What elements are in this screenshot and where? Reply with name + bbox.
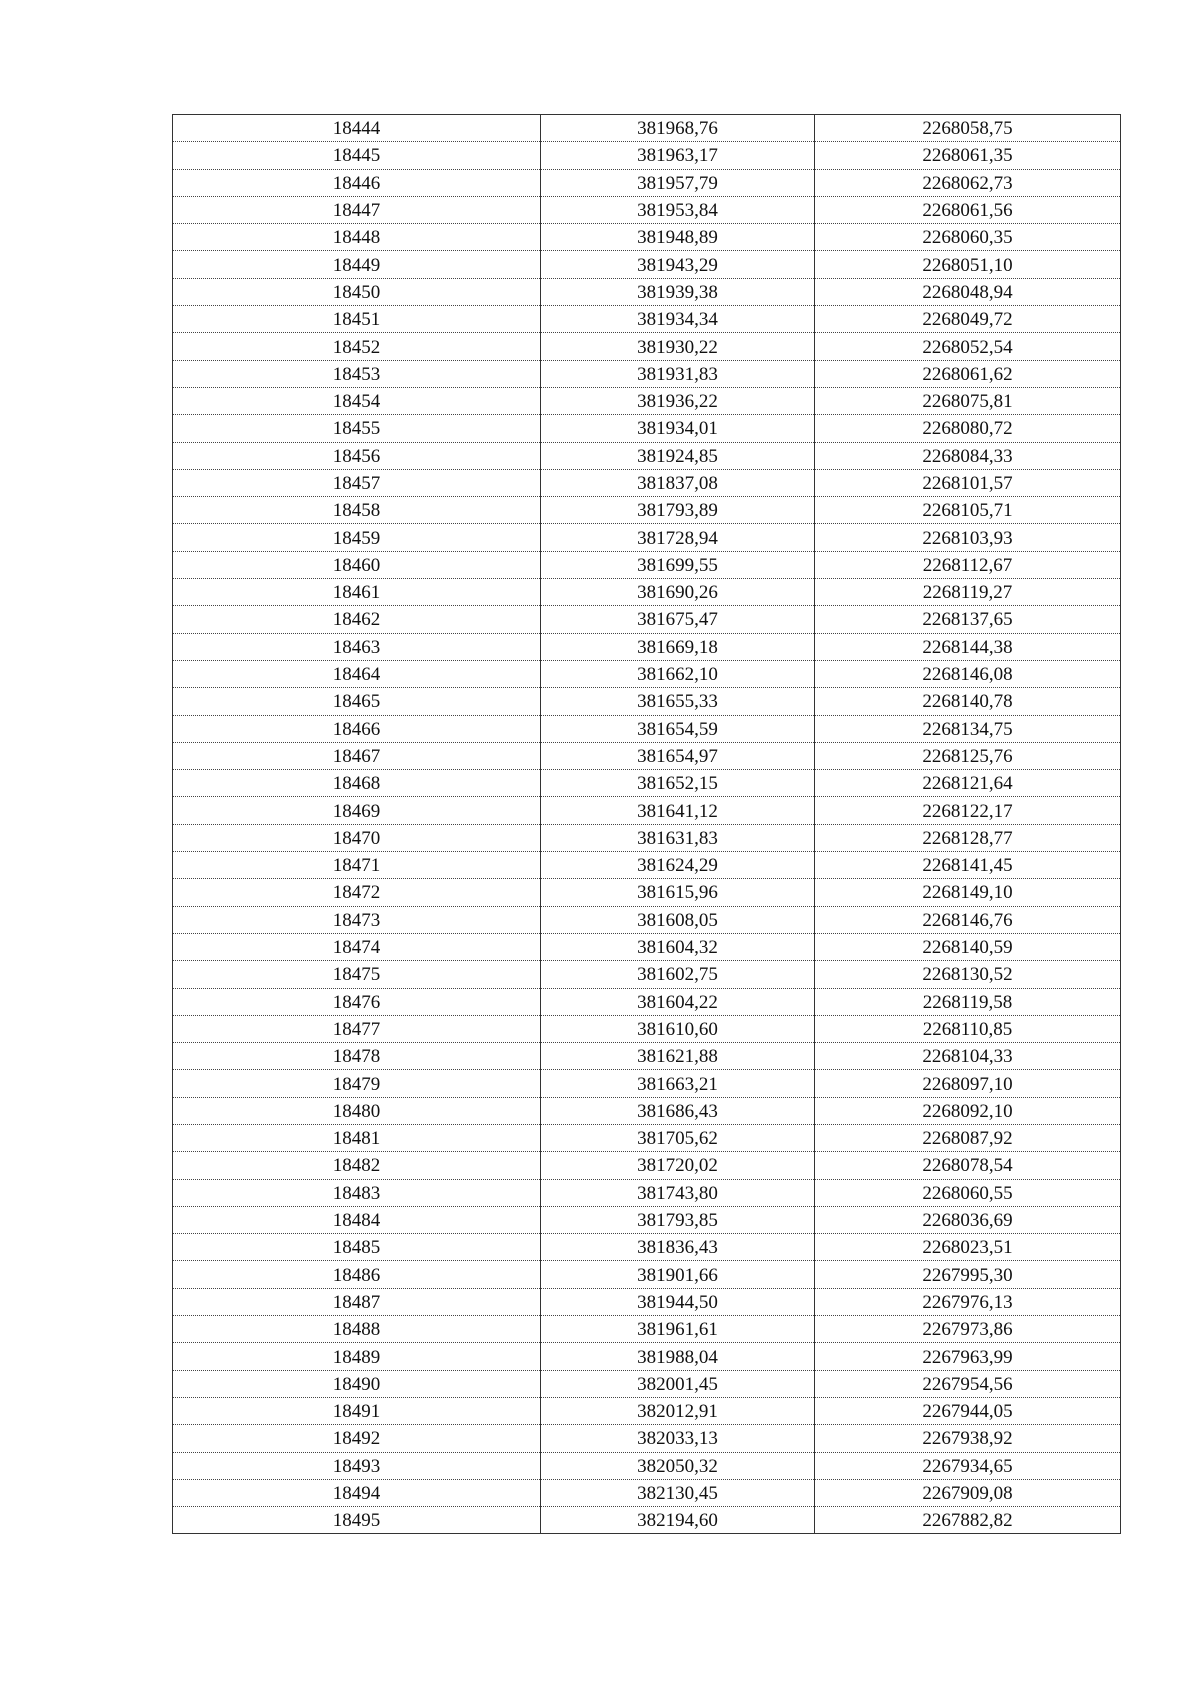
x-coordinate-cell: 381901,66 bbox=[541, 1261, 815, 1288]
x-coordinate-cell: 381948,89 bbox=[541, 224, 815, 251]
y-coordinate-cell: 2268140,78 bbox=[815, 688, 1121, 715]
y-coordinate-cell: 2268110,85 bbox=[815, 1015, 1121, 1042]
x-coordinate-cell: 381675,47 bbox=[541, 606, 815, 633]
table-row bbox=[173, 1097, 1121, 1124]
point-number-cell: 18444 bbox=[173, 115, 541, 142]
x-coordinate-cell: 381924,85 bbox=[541, 442, 815, 469]
y-coordinate-cell: 2268105,71 bbox=[815, 497, 1121, 524]
x-coordinate-cell: 381961,61 bbox=[541, 1316, 815, 1343]
y-coordinate-cell: 2268128,77 bbox=[815, 824, 1121, 851]
table-row bbox=[173, 1452, 1121, 1479]
point-number-cell: 18453 bbox=[173, 360, 541, 387]
x-coordinate-cell: 381686,43 bbox=[541, 1097, 815, 1124]
x-coordinate-cell: 381615,96 bbox=[541, 879, 815, 906]
table-row bbox=[173, 852, 1121, 879]
y-coordinate-cell: 2268125,76 bbox=[815, 742, 1121, 769]
y-coordinate-cell: 2268061,62 bbox=[815, 360, 1121, 387]
y-coordinate-cell: 2268103,93 bbox=[815, 524, 1121, 551]
y-coordinate-cell: 2268061,35 bbox=[815, 142, 1121, 169]
y-coordinate-cell: 2268137,65 bbox=[815, 606, 1121, 633]
table-row bbox=[173, 1288, 1121, 1315]
table-row bbox=[173, 497, 1121, 524]
y-coordinate-cell: 2268061,56 bbox=[815, 196, 1121, 223]
table-row bbox=[173, 1343, 1121, 1370]
table-row bbox=[173, 442, 1121, 469]
table-row bbox=[173, 196, 1121, 223]
point-number-cell: 18460 bbox=[173, 551, 541, 578]
y-coordinate-cell: 2268049,72 bbox=[815, 306, 1121, 333]
y-coordinate-cell: 2267882,82 bbox=[815, 1507, 1121, 1534]
table-row bbox=[173, 1015, 1121, 1042]
x-coordinate-cell: 381793,85 bbox=[541, 1206, 815, 1233]
point-number-cell: 18493 bbox=[173, 1452, 541, 1479]
table-row bbox=[173, 360, 1121, 387]
x-coordinate-cell: 381728,94 bbox=[541, 524, 815, 551]
x-coordinate-cell: 381631,83 bbox=[541, 824, 815, 851]
y-coordinate-cell: 2267963,99 bbox=[815, 1343, 1121, 1370]
x-coordinate-cell: 381930,22 bbox=[541, 333, 815, 360]
x-coordinate-cell: 381663,21 bbox=[541, 1070, 815, 1097]
x-coordinate-cell: 382001,45 bbox=[541, 1370, 815, 1397]
y-coordinate-cell: 2268087,92 bbox=[815, 1124, 1121, 1151]
coordinates-table bbox=[172, 114, 1121, 1534]
x-coordinate-cell: 381934,34 bbox=[541, 306, 815, 333]
point-number-cell: 18492 bbox=[173, 1425, 541, 1452]
y-coordinate-cell: 2268092,10 bbox=[815, 1097, 1121, 1124]
y-coordinate-cell: 2268122,17 bbox=[815, 797, 1121, 824]
y-coordinate-cell: 2268144,38 bbox=[815, 633, 1121, 660]
point-number-cell: 18469 bbox=[173, 797, 541, 824]
table-row bbox=[173, 1206, 1121, 1233]
table-row bbox=[173, 770, 1121, 797]
point-number-cell: 18452 bbox=[173, 333, 541, 360]
point-number-cell: 18491 bbox=[173, 1397, 541, 1424]
point-number-cell: 18494 bbox=[173, 1479, 541, 1506]
table-row bbox=[173, 1425, 1121, 1452]
table-row bbox=[173, 1070, 1121, 1097]
y-coordinate-cell: 2268080,72 bbox=[815, 415, 1121, 442]
point-number-cell: 18481 bbox=[173, 1124, 541, 1151]
table-row bbox=[173, 1043, 1121, 1070]
x-coordinate-cell: 381953,84 bbox=[541, 196, 815, 223]
point-number-cell: 18485 bbox=[173, 1234, 541, 1261]
point-number-cell: 18480 bbox=[173, 1097, 541, 1124]
point-number-cell: 18464 bbox=[173, 660, 541, 687]
table-row bbox=[173, 688, 1121, 715]
x-coordinate-cell: 381934,01 bbox=[541, 415, 815, 442]
point-number-cell: 18489 bbox=[173, 1343, 541, 1370]
point-number-cell: 18470 bbox=[173, 824, 541, 851]
coordinates-table-body bbox=[173, 115, 1121, 1534]
table-row bbox=[173, 415, 1121, 442]
y-coordinate-cell: 2268051,10 bbox=[815, 251, 1121, 278]
point-number-cell: 18487 bbox=[173, 1288, 541, 1315]
table-row bbox=[173, 469, 1121, 496]
table-row bbox=[173, 251, 1121, 278]
x-coordinate-cell: 381669,18 bbox=[541, 633, 815, 660]
y-coordinate-cell: 2268134,75 bbox=[815, 715, 1121, 742]
x-coordinate-cell: 381654,59 bbox=[541, 715, 815, 742]
x-coordinate-cell: 381699,55 bbox=[541, 551, 815, 578]
x-coordinate-cell: 381957,79 bbox=[541, 169, 815, 196]
table-row bbox=[173, 1316, 1121, 1343]
x-coordinate-cell: 381655,33 bbox=[541, 688, 815, 715]
y-coordinate-cell: 2268112,67 bbox=[815, 551, 1121, 578]
point-number-cell: 18468 bbox=[173, 770, 541, 797]
point-number-cell: 18484 bbox=[173, 1206, 541, 1233]
table-row bbox=[173, 1124, 1121, 1151]
table-row bbox=[173, 824, 1121, 851]
table-row bbox=[173, 1234, 1121, 1261]
y-coordinate-cell: 2267944,05 bbox=[815, 1397, 1121, 1424]
y-coordinate-cell: 2268060,35 bbox=[815, 224, 1121, 251]
y-coordinate-cell: 2267934,65 bbox=[815, 1452, 1121, 1479]
y-coordinate-cell: 2268062,73 bbox=[815, 169, 1121, 196]
y-coordinate-cell: 2267954,56 bbox=[815, 1370, 1121, 1397]
point-number-cell: 18462 bbox=[173, 606, 541, 633]
table-row bbox=[173, 961, 1121, 988]
point-number-cell: 18472 bbox=[173, 879, 541, 906]
x-coordinate-cell: 382033,13 bbox=[541, 1425, 815, 1452]
x-coordinate-cell: 381963,17 bbox=[541, 142, 815, 169]
point-number-cell: 18455 bbox=[173, 415, 541, 442]
x-coordinate-cell: 381743,80 bbox=[541, 1179, 815, 1206]
y-coordinate-cell: 2267995,30 bbox=[815, 1261, 1121, 1288]
point-number-cell: 18447 bbox=[173, 196, 541, 223]
table-row bbox=[173, 879, 1121, 906]
x-coordinate-cell: 381610,60 bbox=[541, 1015, 815, 1042]
y-coordinate-cell: 2268121,64 bbox=[815, 770, 1121, 797]
y-coordinate-cell: 2268119,27 bbox=[815, 579, 1121, 606]
x-coordinate-cell: 381652,15 bbox=[541, 770, 815, 797]
x-coordinate-cell: 381662,10 bbox=[541, 660, 815, 687]
y-coordinate-cell: 2267938,92 bbox=[815, 1425, 1121, 1452]
point-number-cell: 18479 bbox=[173, 1070, 541, 1097]
y-coordinate-cell: 2267909,08 bbox=[815, 1479, 1121, 1506]
point-number-cell: 18473 bbox=[173, 906, 541, 933]
table-row bbox=[173, 142, 1121, 169]
table-row bbox=[173, 306, 1121, 333]
y-coordinate-cell: 2268048,94 bbox=[815, 278, 1121, 305]
point-number-cell: 18456 bbox=[173, 442, 541, 469]
y-coordinate-cell: 2268146,76 bbox=[815, 906, 1121, 933]
y-coordinate-cell: 2267976,13 bbox=[815, 1288, 1121, 1315]
table-row bbox=[173, 1479, 1121, 1506]
table-row bbox=[173, 524, 1121, 551]
y-coordinate-cell: 2268104,33 bbox=[815, 1043, 1121, 1070]
table-row bbox=[173, 933, 1121, 960]
x-coordinate-cell: 382050,32 bbox=[541, 1452, 815, 1479]
point-number-cell: 18488 bbox=[173, 1316, 541, 1343]
point-number-cell: 18490 bbox=[173, 1370, 541, 1397]
point-number-cell: 18459 bbox=[173, 524, 541, 551]
x-coordinate-cell: 381931,83 bbox=[541, 360, 815, 387]
point-number-cell: 18483 bbox=[173, 1179, 541, 1206]
point-number-cell: 18471 bbox=[173, 852, 541, 879]
table-row bbox=[173, 579, 1121, 606]
y-coordinate-cell: 2268058,75 bbox=[815, 115, 1121, 142]
x-coordinate-cell: 381705,62 bbox=[541, 1124, 815, 1151]
y-coordinate-cell: 2268052,54 bbox=[815, 333, 1121, 360]
table-row bbox=[173, 115, 1121, 142]
y-coordinate-cell: 2268149,10 bbox=[815, 879, 1121, 906]
table-row bbox=[173, 797, 1121, 824]
x-coordinate-cell: 381944,50 bbox=[541, 1288, 815, 1315]
table-row bbox=[173, 988, 1121, 1015]
point-number-cell: 18467 bbox=[173, 742, 541, 769]
y-coordinate-cell: 2268075,81 bbox=[815, 387, 1121, 414]
point-number-cell: 18457 bbox=[173, 469, 541, 496]
y-coordinate-cell: 2268146,08 bbox=[815, 660, 1121, 687]
x-coordinate-cell: 382012,91 bbox=[541, 1397, 815, 1424]
point-number-cell: 18451 bbox=[173, 306, 541, 333]
point-number-cell: 18463 bbox=[173, 633, 541, 660]
y-coordinate-cell: 2268023,51 bbox=[815, 1234, 1121, 1261]
point-number-cell: 18495 bbox=[173, 1507, 541, 1534]
point-number-cell: 18482 bbox=[173, 1152, 541, 1179]
table-row bbox=[173, 715, 1121, 742]
x-coordinate-cell: 382130,45 bbox=[541, 1479, 815, 1506]
point-number-cell: 18478 bbox=[173, 1043, 541, 1070]
x-coordinate-cell: 381654,97 bbox=[541, 742, 815, 769]
x-coordinate-cell: 381988,04 bbox=[541, 1343, 815, 1370]
table-row bbox=[173, 1179, 1121, 1206]
y-coordinate-cell: 2268119,58 bbox=[815, 988, 1121, 1015]
y-coordinate-cell: 2268036,69 bbox=[815, 1206, 1121, 1233]
x-coordinate-cell: 381720,02 bbox=[541, 1152, 815, 1179]
y-coordinate-cell: 2268060,55 bbox=[815, 1179, 1121, 1206]
table-row bbox=[173, 169, 1121, 196]
table-row bbox=[173, 1507, 1121, 1534]
point-number-cell: 18449 bbox=[173, 251, 541, 278]
table-row bbox=[173, 660, 1121, 687]
table-row bbox=[173, 906, 1121, 933]
table-row bbox=[173, 551, 1121, 578]
y-coordinate-cell: 2268097,10 bbox=[815, 1070, 1121, 1097]
table-row bbox=[173, 224, 1121, 251]
point-number-cell: 18477 bbox=[173, 1015, 541, 1042]
y-coordinate-cell: 2268084,33 bbox=[815, 442, 1121, 469]
point-number-cell: 18454 bbox=[173, 387, 541, 414]
x-coordinate-cell: 381936,22 bbox=[541, 387, 815, 414]
point-number-cell: 18448 bbox=[173, 224, 541, 251]
point-number-cell: 18458 bbox=[173, 497, 541, 524]
table-row bbox=[173, 1370, 1121, 1397]
y-coordinate-cell: 2267973,86 bbox=[815, 1316, 1121, 1343]
table-row bbox=[173, 1397, 1121, 1424]
x-coordinate-cell: 381943,29 bbox=[541, 251, 815, 278]
x-coordinate-cell: 382194,60 bbox=[541, 1507, 815, 1534]
point-number-cell: 18475 bbox=[173, 961, 541, 988]
table-row bbox=[173, 742, 1121, 769]
point-number-cell: 18466 bbox=[173, 715, 541, 742]
x-coordinate-cell: 381604,22 bbox=[541, 988, 815, 1015]
point-number-cell: 18465 bbox=[173, 688, 541, 715]
x-coordinate-cell: 381624,29 bbox=[541, 852, 815, 879]
x-coordinate-cell: 381690,26 bbox=[541, 579, 815, 606]
x-coordinate-cell: 381793,89 bbox=[541, 497, 815, 524]
x-coordinate-cell: 381608,05 bbox=[541, 906, 815, 933]
x-coordinate-cell: 381836,43 bbox=[541, 1234, 815, 1261]
x-coordinate-cell: 381641,12 bbox=[541, 797, 815, 824]
point-number-cell: 18476 bbox=[173, 988, 541, 1015]
x-coordinate-cell: 381602,75 bbox=[541, 961, 815, 988]
point-number-cell: 18450 bbox=[173, 278, 541, 305]
y-coordinate-cell: 2268141,45 bbox=[815, 852, 1121, 879]
y-coordinate-cell: 2268130,52 bbox=[815, 961, 1121, 988]
table-row bbox=[173, 333, 1121, 360]
point-number-cell: 18446 bbox=[173, 169, 541, 196]
y-coordinate-cell: 2268140,59 bbox=[815, 933, 1121, 960]
table-row bbox=[173, 1152, 1121, 1179]
table-row bbox=[173, 606, 1121, 633]
table-row bbox=[173, 1261, 1121, 1288]
x-coordinate-cell: 381837,08 bbox=[541, 469, 815, 496]
point-number-cell: 18486 bbox=[173, 1261, 541, 1288]
x-coordinate-cell: 381939,38 bbox=[541, 278, 815, 305]
y-coordinate-cell: 2268101,57 bbox=[815, 469, 1121, 496]
table-row bbox=[173, 278, 1121, 305]
point-number-cell: 18461 bbox=[173, 579, 541, 606]
x-coordinate-cell: 381968,76 bbox=[541, 115, 815, 142]
table-row bbox=[173, 387, 1121, 414]
point-number-cell: 18474 bbox=[173, 933, 541, 960]
x-coordinate-cell: 381604,32 bbox=[541, 933, 815, 960]
y-coordinate-cell: 2268078,54 bbox=[815, 1152, 1121, 1179]
point-number-cell: 18445 bbox=[173, 142, 541, 169]
table-row bbox=[173, 633, 1121, 660]
x-coordinate-cell: 381621,88 bbox=[541, 1043, 815, 1070]
